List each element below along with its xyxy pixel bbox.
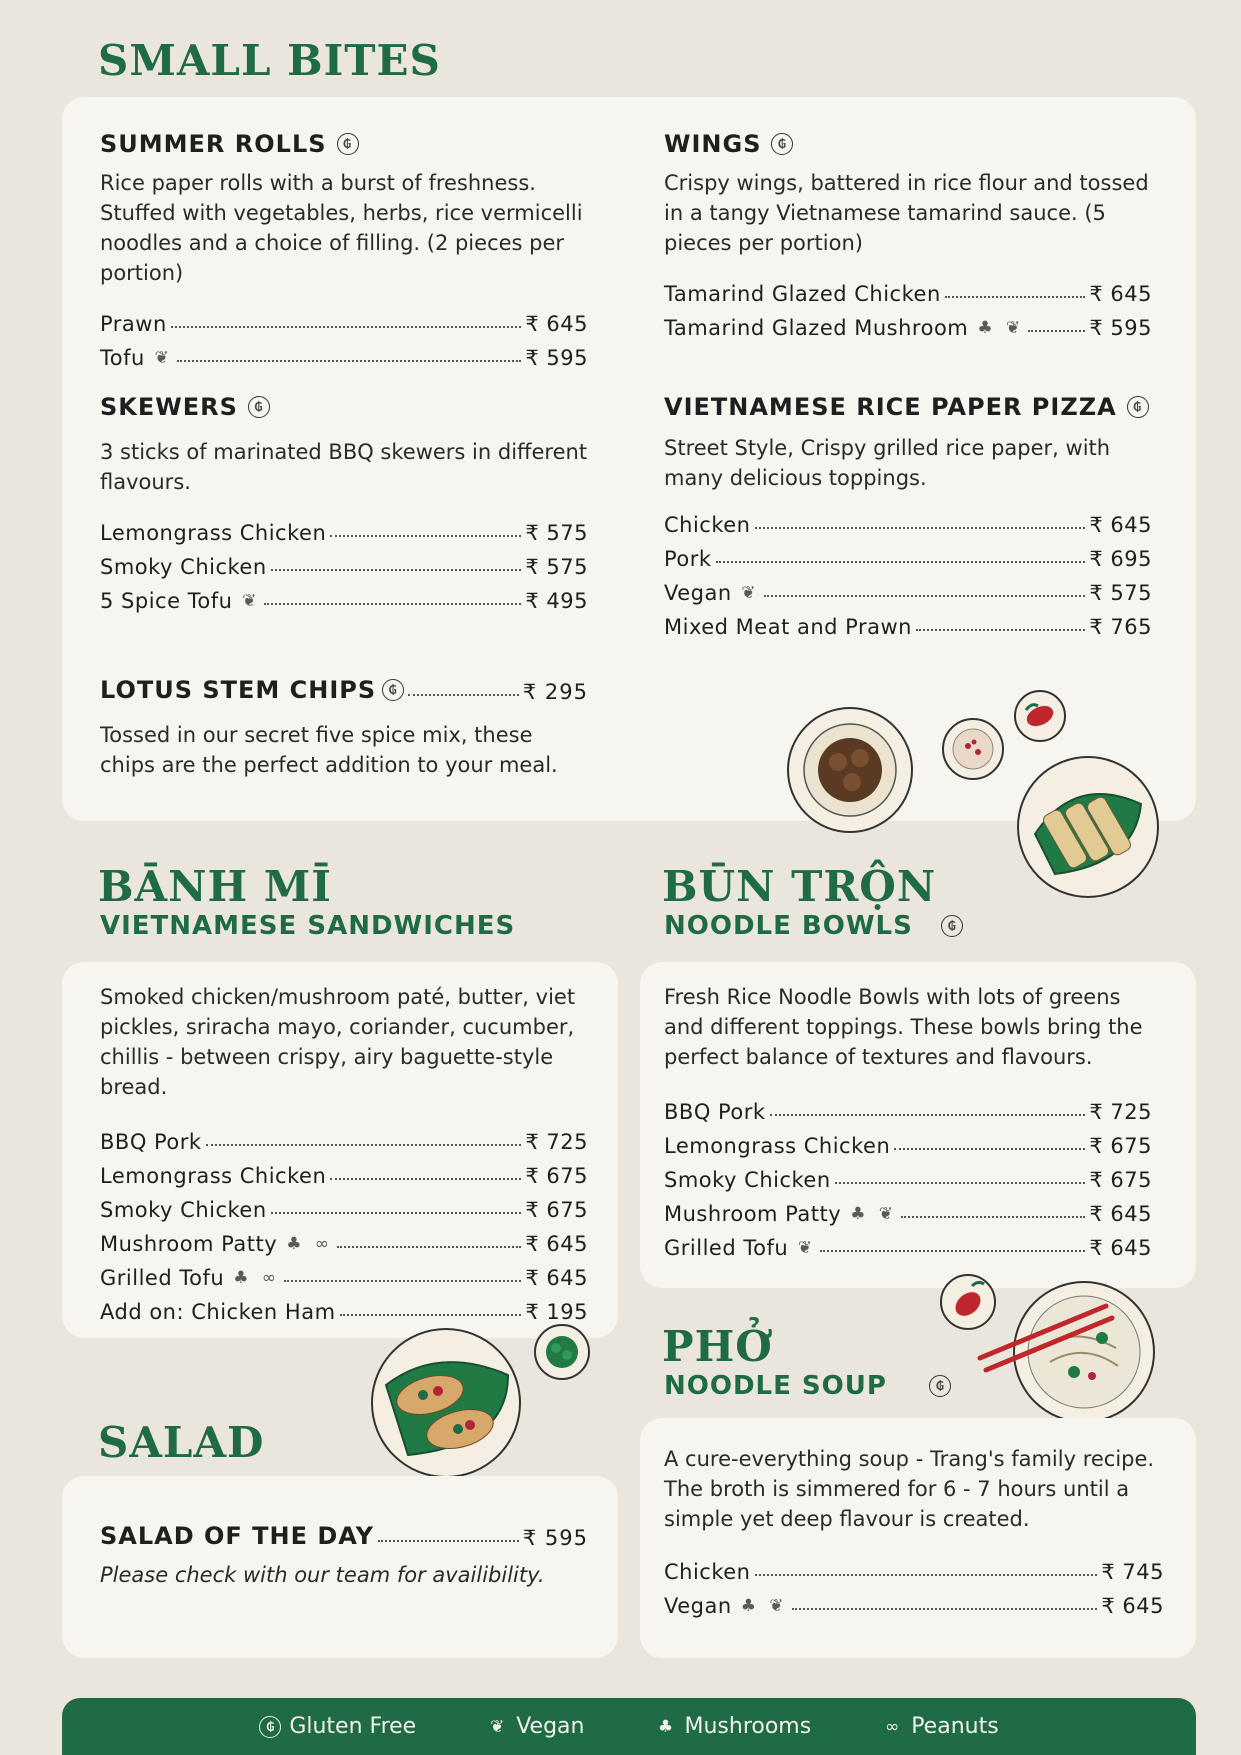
price-row xyxy=(664,503,1152,537)
row-name: BBQ Pork xyxy=(100,1130,202,1154)
row-name: Tamarind Glazed Chicken xyxy=(664,282,941,306)
gluten-free-icon: ₲ xyxy=(929,1375,951,1397)
menu-item-rice-paper-pizza xyxy=(664,393,1152,639)
gluten-free-icon: ₲ xyxy=(248,396,270,418)
price-row xyxy=(664,306,1152,340)
food-illustration-banh-mi xyxy=(368,1325,524,1481)
price-row xyxy=(664,571,1152,605)
section-subtitle-pho: NOODLE SOUP xyxy=(664,1371,887,1401)
item-title: SUMMER ROLLS xyxy=(100,130,327,158)
row-price: ₹ 595 xyxy=(525,346,588,370)
menu-item-banh-mi xyxy=(100,982,588,1324)
vegan-leaf-icon: ❦ xyxy=(769,1596,785,1616)
row-price: ₹ 495 xyxy=(525,589,588,613)
vegan-leaf-icon: ❦ xyxy=(797,1238,813,1258)
vegan-leaf-icon: ❦ xyxy=(154,348,170,368)
price-row xyxy=(664,1584,1164,1618)
row-price: ₹ 575 xyxy=(1089,581,1152,605)
item-description: Crispy wings, battered in rice flour and tossed in a tangy Vietnamese tamarind sauce. (5 pieces per portion) xyxy=(664,171,1149,255)
food-illustration-dumplings xyxy=(780,700,920,840)
price-row xyxy=(664,1158,1152,1192)
mushroom-icon: ♣ xyxy=(850,1204,867,1224)
vegan-leaf-icon: ❦ xyxy=(242,591,257,611)
item-title: VIETNAMESE RICE PAPER PIZZA xyxy=(664,393,1117,421)
row-price: ₹ 765 xyxy=(1089,615,1152,639)
food-illustration-pho-bowl xyxy=(976,1276,1160,1426)
row-price: ₹ 645 xyxy=(525,1266,588,1290)
gluten-free-icon: ₲ xyxy=(941,915,963,937)
gluten-free-icon: ₲ xyxy=(1127,396,1149,418)
row-price: ₹ 695 xyxy=(1089,547,1152,571)
food-illustration-herbs-bowl xyxy=(532,1322,592,1382)
mushroom-icon: ♣ xyxy=(740,1596,757,1616)
section-title-salad: SALAD xyxy=(98,1418,265,1467)
section-title-small-bites: SMALL BITES xyxy=(98,36,441,85)
legend-gluten-free xyxy=(259,1714,416,1739)
section-title-pho: PHỞ xyxy=(662,1322,773,1371)
row-price: ₹ 725 xyxy=(525,1130,588,1154)
legend-peanuts xyxy=(881,1714,998,1739)
row-name: Mushroom Patty xyxy=(664,1202,842,1226)
price-row xyxy=(664,1124,1152,1158)
row-price: ₹ 675 xyxy=(525,1164,588,1188)
legend-mushrooms xyxy=(654,1714,811,1739)
row-price: ₹ 675 xyxy=(1089,1168,1152,1192)
price-row xyxy=(664,1090,1152,1124)
row-price: ₹ 645 xyxy=(1089,1202,1152,1226)
item-title: SKEWERS xyxy=(100,393,238,421)
item-title: SALAD OF THE DAY xyxy=(100,1522,374,1550)
row-name: Tamarind Glazed Mushroom xyxy=(664,316,969,340)
item-description: Street Style, Crispy grilled rice paper, with many delicious toppings. xyxy=(664,436,1111,490)
row-name: Chicken xyxy=(664,513,751,537)
row-name: Chicken xyxy=(664,1560,751,1584)
price-row xyxy=(100,670,588,704)
row-price: ₹ 645 xyxy=(1089,513,1152,537)
row-name: Mushroom Patty xyxy=(100,1232,278,1256)
price-row xyxy=(664,272,1152,306)
price-row xyxy=(100,1154,588,1188)
vegan-leaf-icon: ❦ xyxy=(878,1204,894,1224)
mushroom-icon: ♣ xyxy=(233,1268,250,1288)
price-row xyxy=(100,1256,588,1290)
row-price: ₹ 675 xyxy=(1089,1134,1152,1158)
vegan-leaf-icon: ❦ xyxy=(1005,318,1021,338)
row-price: ₹ 645 xyxy=(1089,282,1152,306)
row-name: Prawn xyxy=(100,312,167,336)
row-price: ₹ 645 xyxy=(525,1232,588,1256)
menu-item-skewers xyxy=(100,393,588,613)
legend-label: Peanuts xyxy=(911,1714,999,1739)
row-name: Smoky Chicken xyxy=(664,1168,831,1192)
gluten-free-icon: ₲ xyxy=(771,133,793,155)
price-row xyxy=(100,336,588,370)
menu-item-salad-of-the-day xyxy=(100,1516,588,1590)
item-description: A cure-everything soup - Trang's family recipe. The broth is simmered for 6 - 7 hours until a simple yet deep flavour is created. xyxy=(664,1447,1155,1531)
price-row xyxy=(100,579,588,613)
legend-vegan xyxy=(486,1714,584,1739)
row-price: ₹ 675 xyxy=(525,1198,588,1222)
price-row xyxy=(100,1290,588,1324)
bun-tron-subtitle-group xyxy=(664,911,963,941)
section-title-banh-mi: BĀNH MĪ xyxy=(98,862,332,911)
row-name: Lemongrass Chicken xyxy=(664,1134,891,1158)
row-name: Smoky Chicken xyxy=(100,1198,267,1222)
price-row xyxy=(100,1222,588,1256)
row-name: Pork xyxy=(664,547,712,571)
gluten-free-icon: ₲ xyxy=(337,133,359,155)
row-name: Mixed Meat and Prawn xyxy=(664,615,912,639)
row-price: ₹ 595 xyxy=(1089,316,1152,340)
item-description: Tossed in our secret five spice mix, these chips are the perfect addition to your meal. xyxy=(100,723,558,777)
gluten-free-icon: ₲ xyxy=(382,679,404,701)
row-name: Lemongrass Chicken xyxy=(100,521,327,545)
price-row xyxy=(664,1192,1152,1226)
menu-item-wings xyxy=(664,130,1152,340)
menu-item-bun-tron xyxy=(664,982,1152,1260)
price-row xyxy=(664,1550,1164,1584)
section-title-bun-tron: BŪN TRỘN xyxy=(662,862,937,911)
price-row xyxy=(664,1226,1152,1260)
food-illustration-spring-rolls xyxy=(1015,754,1161,900)
row-name: Vegan xyxy=(664,581,732,605)
menu-item-summer-rolls xyxy=(100,130,588,370)
price-row xyxy=(100,545,588,579)
food-illustration-sauce-bowl xyxy=(940,716,1006,782)
legend-label: Vegan xyxy=(516,1714,585,1739)
legend-label: Gluten Free xyxy=(289,1714,417,1739)
item-title: LOTUS STEM CHIPS xyxy=(100,676,377,704)
menu-item-lotus-stem-chips xyxy=(100,670,588,780)
legend-label: Mushrooms xyxy=(684,1714,812,1739)
mushroom-icon: ♣ xyxy=(657,1716,674,1737)
row-name: Smoky Chicken xyxy=(100,555,267,579)
mushroom-icon: ♣ xyxy=(286,1234,303,1254)
row-name: 5 Spice Tofu xyxy=(100,589,233,613)
dietary-legend-bar xyxy=(62,1698,1196,1755)
price-row xyxy=(100,1516,588,1550)
peanut-icon: ∞ xyxy=(885,1716,900,1737)
item-description: 3 sticks of marinated BBQ skewers in different flavours. xyxy=(100,440,588,494)
mushroom-icon: ♣ xyxy=(977,318,994,338)
row-price: ₹ 575 xyxy=(525,555,588,579)
row-name: BBQ Pork xyxy=(664,1100,766,1124)
row-price: ₹ 745 xyxy=(1101,1560,1164,1584)
peanut-icon: ∞ xyxy=(261,1268,277,1288)
price-row xyxy=(664,605,1152,639)
price-row xyxy=(100,1120,588,1154)
row-name: Lemongrass Chicken xyxy=(100,1164,327,1188)
item-description: Please check with our team for availibility. xyxy=(100,1563,545,1587)
row-price: ₹ 645 xyxy=(525,312,588,336)
row-name: Tofu xyxy=(100,346,145,370)
row-price: ₹ 195 xyxy=(525,1300,588,1324)
row-name: Grilled Tofu xyxy=(664,1236,789,1260)
item-description: Rice paper rolls with a burst of freshness. Stuffed with vegetables, herbs, rice vermicelli noodles and a choice of filling. (2 pieces per portion) xyxy=(100,171,583,285)
pho-subtitle-group xyxy=(664,1371,951,1401)
row-price: ₹ 295 xyxy=(522,680,588,704)
row-name: Grilled Tofu xyxy=(100,1266,225,1290)
row-price: ₹ 645 xyxy=(1089,1236,1152,1260)
section-subtitle-banh-mi: VIETNAMESE SANDWICHES xyxy=(100,911,516,941)
row-name: Vegan xyxy=(664,1594,732,1618)
item-title: WINGS xyxy=(664,130,762,158)
item-description: Fresh Rice Noodle Bowls with lots of greens and different toppings. These bowls bring the perfect balance of textures and flavours. xyxy=(664,985,1143,1069)
item-description: Smoked chicken/mushroom paté, butter, viet pickles, sriracha mayo, coriander, cucumber, chillis - between crispy, airy baguette-style bread. xyxy=(100,985,576,1099)
gluten-free-icon: ₲ xyxy=(259,1716,281,1738)
row-price: ₹ 595 xyxy=(522,1526,588,1550)
menu-item-pho xyxy=(664,1444,1164,1618)
section-subtitle-bun-tron: NOODLE BOWLS xyxy=(664,911,913,941)
peanut-icon: ∞ xyxy=(314,1234,330,1254)
row-price: ₹ 575 xyxy=(525,521,588,545)
vegan-leaf-icon: ❦ xyxy=(741,583,757,603)
row-price: ₹ 725 xyxy=(1089,1100,1152,1124)
price-row xyxy=(664,537,1152,571)
row-price: ₹ 645 xyxy=(1101,1594,1164,1618)
food-illustration-chilli-bowl xyxy=(1012,688,1068,744)
price-row xyxy=(100,1188,588,1222)
row-name: Add on: Chicken Ham xyxy=(100,1300,336,1324)
price-row xyxy=(100,511,588,545)
price-row xyxy=(100,302,588,336)
vegan-leaf-icon: ❦ xyxy=(490,1716,505,1737)
